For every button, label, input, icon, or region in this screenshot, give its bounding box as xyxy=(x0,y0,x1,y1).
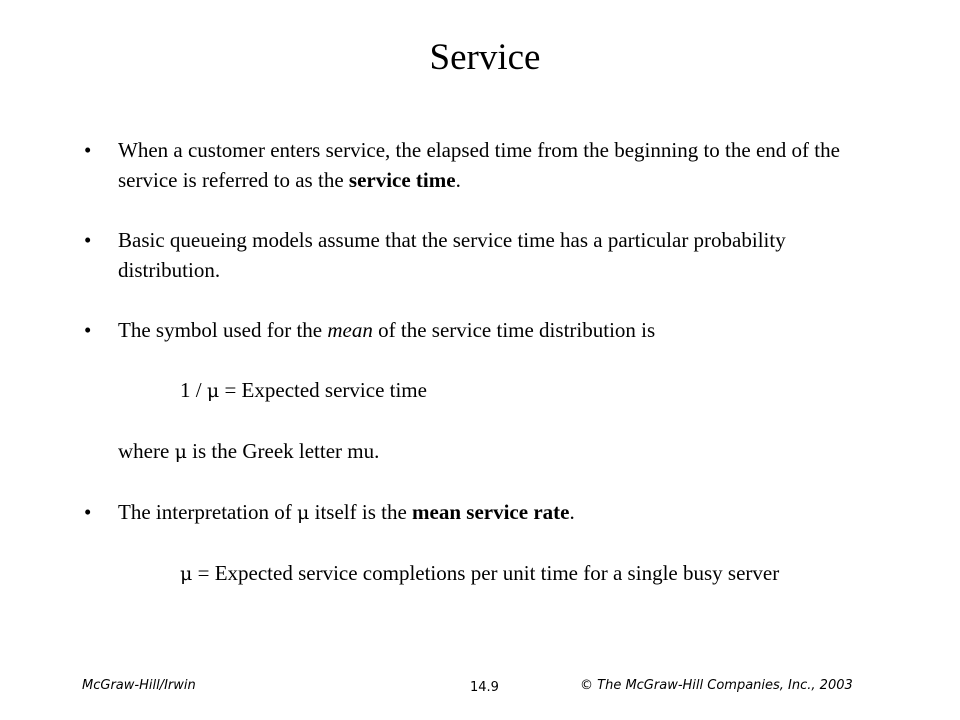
formula-rhs: = Expected service time xyxy=(219,378,427,402)
formula-lhs: 1 / xyxy=(180,378,207,402)
where-post: is the Greek letter mu. xyxy=(186,439,380,463)
bullet-icon: • xyxy=(84,500,92,524)
mu-symbol: μ xyxy=(180,563,193,585)
footer-publisher: McGraw-Hill/Irwin xyxy=(82,678,196,693)
slide-content xyxy=(84,135,884,589)
term-mean: mean xyxy=(327,318,373,342)
bullet-text-post: of the service time distribution is xyxy=(372,318,656,342)
mu-symbol: μ xyxy=(174,441,187,463)
bullet-distribution xyxy=(84,225,884,285)
term-mean-service-rate: mean service rate xyxy=(412,500,570,524)
bullet-text: The interpretation of xyxy=(118,500,298,524)
bullet-text-mid: itself is the xyxy=(309,500,413,524)
bullet-mean-service-rate xyxy=(84,497,884,528)
bullet-end: . xyxy=(455,168,461,192)
footer-copyright: © The McGraw-Hill Companies, Inc., 2003 xyxy=(580,678,853,693)
bullet-end: . xyxy=(569,500,575,524)
where-pre: where xyxy=(118,439,175,463)
where-mu-line xyxy=(84,436,884,467)
term-service-time: service time xyxy=(348,168,456,192)
bullet-icon: • xyxy=(84,318,92,342)
bullet-text: The symbol used for the xyxy=(118,318,328,342)
bullet-icon: • xyxy=(84,228,92,252)
bullet-icon: • xyxy=(84,138,92,162)
bullet-text: When a customer enters service, the elapsed time from the beginning to the end of the service is referred to as the xyxy=(118,138,840,192)
mu-symbol: μ xyxy=(297,502,310,524)
bullet-text: Basic queueing models assume that the service time has a particular probability distribution. xyxy=(118,228,786,282)
formula-expected-service-time xyxy=(84,375,884,406)
mu-symbol: μ xyxy=(206,380,220,402)
bullet-service-time xyxy=(84,135,884,195)
slide-title: Service xyxy=(429,37,541,78)
footer-page-number: 14.9 xyxy=(470,680,499,695)
formula-service-rate xyxy=(84,558,884,589)
formula-rhs: = Expected service completions per unit time for a single busy server xyxy=(192,561,780,585)
bullet-mean-symbol xyxy=(84,315,884,345)
